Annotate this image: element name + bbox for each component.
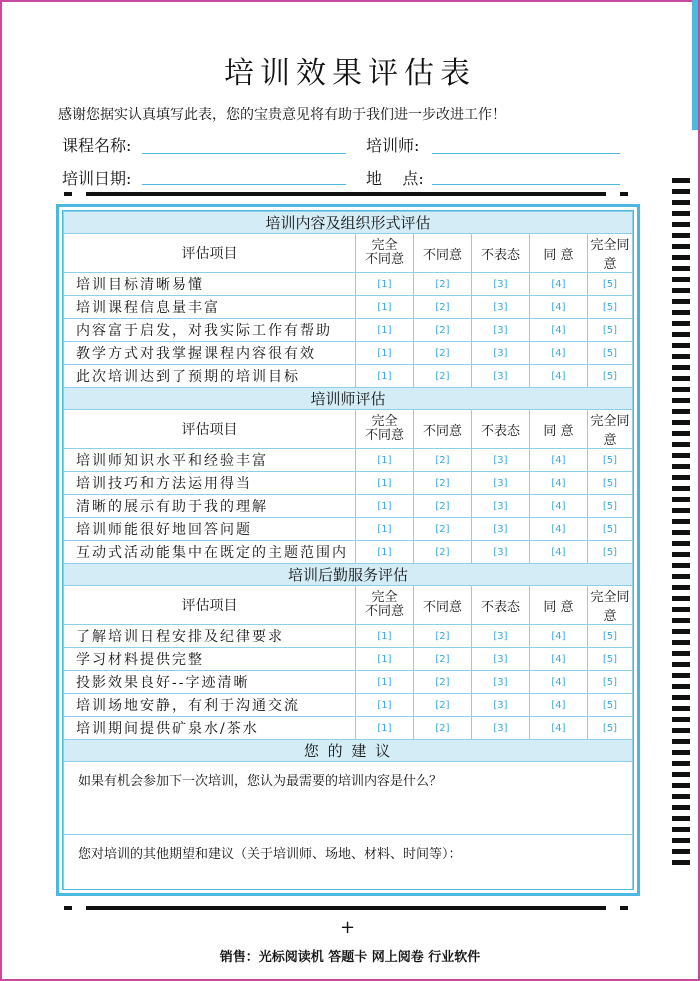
option-4-checkbox[interactable]: [4] [530,648,588,671]
timing-dash [672,277,690,282]
option-3-checkbox[interactable]: [3] [472,342,530,365]
table-row [64,319,633,342]
option-3-checkbox[interactable]: [3] [472,319,530,342]
timing-dash [672,244,690,249]
item-label: 培训课程信息量丰富 [64,296,356,319]
table-row [64,273,633,296]
option-1-checkbox[interactable]: [1] [356,472,414,495]
timing-dash [672,860,690,865]
header-c5: 完全同意 [588,234,633,273]
option-4-checkbox[interactable]: [4] [530,625,588,648]
header-item: 评估项目 [64,410,356,449]
header-c1b: 不同意 [364,604,404,619]
option-3-checkbox[interactable]: [3] [472,495,530,518]
timing-dash [672,486,690,491]
header-strongly-disagree [356,410,414,449]
timing-dash [672,849,690,854]
timing-dash [672,508,690,513]
option-3-checkbox[interactable]: [3] [472,717,530,740]
item-label: 学习材料提供完整 [64,648,356,671]
section-title: 培训后勤服务评估 [64,564,633,586]
registration-mark: + [340,917,356,938]
item-label: 投影效果良好--字迹清晰 [64,671,356,694]
option-3-checkbox[interactable]: [3] [472,472,530,495]
header-c1a: 完全 [371,590,398,605]
option-1-checkbox[interactable]: [1] [356,365,414,388]
option-3-checkbox[interactable]: [3] [472,648,530,671]
table-row [64,694,633,717]
timing-dash [672,552,690,557]
footer-text: 销售：光标阅读机 答题卡 网上阅卷 行业软件 [219,950,481,965]
suggestions-title: 您 的 建 议 [64,740,633,762]
section-title: 培训内容及组织形式评估 [64,212,633,234]
timing-dash [672,717,690,722]
timing-dash [672,519,690,524]
table-row [64,648,633,671]
timing-dash [672,585,690,590]
timing-track [672,178,690,871]
option-5-checkbox[interactable]: [5] [588,472,633,495]
timing-dash [672,684,690,689]
option-4-checkbox[interactable]: [4] [530,495,588,518]
timing-dash [672,772,690,777]
header-strongly-disagree [356,586,414,625]
location-label: 地 点: [366,169,424,188]
timing-mark [64,192,72,196]
timing-dash [672,321,690,326]
timing-dash [672,497,690,502]
option-1-checkbox[interactable]: [1] [356,296,414,319]
timing-dash [672,420,690,425]
timing-dash [672,332,690,337]
option-1-checkbox[interactable]: [1] [356,541,414,564]
column-header-row [64,410,633,449]
timing-dash [672,629,690,634]
evaluation-box [56,204,640,896]
course-name-field[interactable] [142,153,346,154]
timing-dash [672,453,690,458]
table-row [64,541,633,564]
suggestion-q1-row [64,762,633,835]
option-5-checkbox[interactable]: [5] [588,449,633,472]
date-field[interactable] [142,184,346,185]
option-5-checkbox[interactable]: [5] [588,319,633,342]
item-label: 培训期间提供矿泉水/茶水 [64,717,356,740]
option-5-checkbox[interactable]: [5] [588,518,633,541]
table-row [64,495,633,518]
evaluation-table [63,211,633,890]
timing-dash [672,354,690,359]
option-5-checkbox[interactable]: [5] [588,625,633,648]
option-5-checkbox[interactable]: [5] [588,541,633,564]
timing-bar [86,192,606,196]
option-2-checkbox[interactable]: [2] [414,472,472,495]
option-4-checkbox[interactable]: [4] [530,541,588,564]
timing-dash [672,288,690,293]
option-1-checkbox[interactable]: [1] [356,319,414,342]
header-c1a: 完全 [371,238,398,253]
option-5-checkbox[interactable]: [5] [588,273,633,296]
timing-mark [620,192,628,196]
option-2-checkbox[interactable]: [2] [414,273,472,296]
item-label: 培训技巧和方法运用得当 [64,472,356,495]
intro-text: 感谢您据实认真填写此表，您的宝贵意见将有助于我们进一步改进工作！ [58,107,506,123]
option-4-checkbox[interactable]: [4] [530,319,588,342]
option-3-checkbox[interactable]: [3] [472,365,530,388]
timing-dash [672,255,690,260]
date-label: 培训日期: [62,169,132,188]
option-4-checkbox[interactable]: [4] [530,273,588,296]
option-1-checkbox[interactable]: [1] [356,694,414,717]
timing-dash [672,618,690,623]
option-1-checkbox[interactable]: [1] [356,518,414,541]
timing-dash [672,607,690,612]
option-4-checkbox[interactable]: [4] [530,518,588,541]
item-label: 培训场地安静，有利于沟通交流 [64,694,356,717]
table-row [64,449,633,472]
timing-dash [672,805,690,810]
item-label: 互动式活动能集中在既定的主题范围内 [64,541,356,564]
section-header-row [64,212,633,234]
item-label: 内容富于启发，对我实际工作有帮助 [64,319,356,342]
timing-mark [64,906,72,910]
option-3-checkbox[interactable]: [3] [472,273,530,296]
option-4-checkbox[interactable]: [4] [530,365,588,388]
location-field[interactable] [432,184,620,185]
header-c5: 完全同意 [588,410,633,449]
option-1-checkbox[interactable]: [1] [356,495,414,518]
timing-dash [672,189,690,194]
option-5-checkbox[interactable]: [5] [588,648,633,671]
timing-dash [672,310,690,315]
table-row [64,365,633,388]
option-3-checkbox[interactable]: [3] [472,518,530,541]
timing-dash [672,673,690,678]
option-1-checkbox[interactable]: [1] [356,648,414,671]
table-row [64,671,633,694]
option-2-checkbox[interactable]: [2] [414,518,472,541]
option-2-checkbox[interactable]: [2] [414,296,472,319]
header-c1b: 不同意 [364,428,404,443]
option-1-checkbox[interactable]: [1] [356,671,414,694]
option-1-checkbox[interactable]: [1] [356,717,414,740]
header-c1b: 不同意 [364,252,404,267]
option-2-checkbox[interactable]: [2] [414,694,472,717]
section-header-row [64,388,633,410]
timing-dash [672,761,690,766]
timing-dash [672,178,690,183]
item-label: 培训师知识水平和经验丰富 [64,449,356,472]
column-header-row [64,234,633,273]
section-header-row [64,564,633,586]
option-4-checkbox[interactable]: [4] [530,717,588,740]
item-label: 清晰的展示有助于我的理解 [64,495,356,518]
trainer-field[interactable] [432,153,620,154]
timing-dash [672,200,690,205]
timing-dash [672,233,690,238]
table-row [64,342,633,365]
option-5-checkbox[interactable]: [5] [588,717,633,740]
header-c3: 不表态 [472,586,530,625]
timing-dash [672,783,690,788]
timing-dash [672,222,690,227]
timing-dash [672,398,690,403]
timing-mark [620,906,628,910]
timing-dash [672,596,690,601]
option-4-checkbox[interactable]: [4] [530,449,588,472]
timing-dash [672,816,690,821]
timing-dash [672,442,690,447]
timing-dash [672,299,690,304]
section-title: 培训师评估 [64,388,633,410]
timing-dash [672,376,690,381]
option-2-checkbox[interactable]: [2] [414,342,472,365]
option-1-checkbox[interactable]: [1] [356,342,414,365]
suggestion-q2-row [64,835,633,891]
header-c5: 完全同意 [588,586,633,625]
timing-dash [672,387,690,392]
table-row [64,717,633,740]
header-c2: 不同意 [414,410,472,449]
timing-dash [672,211,690,216]
option-2-checkbox[interactable]: [2] [414,365,472,388]
option-2-checkbox[interactable]: [2] [414,625,472,648]
header-c4: 同 意 [530,586,588,625]
timing-dash [672,343,690,348]
timing-bar [86,906,606,910]
option-4-checkbox[interactable]: [4] [530,694,588,717]
timing-dash [672,640,690,645]
section-header-row [64,740,633,762]
option-1-checkbox[interactable]: [1] [356,449,414,472]
option-2-checkbox[interactable]: [2] [414,495,472,518]
timing-dash [672,706,690,711]
form-title: 培训效果评估表 [224,56,476,91]
timing-dash [672,574,690,579]
header-c3: 不表态 [472,410,530,449]
timing-dash [672,662,690,667]
option-2-checkbox[interactable]: [2] [414,717,472,740]
option-2-checkbox[interactable]: [2] [414,319,472,342]
column-header-row [64,586,633,625]
option-4-checkbox[interactable]: [4] [530,472,588,495]
item-label: 了解培训日程安排及纪律要求 [64,625,356,648]
header-item: 评估项目 [64,586,356,625]
suggestion-q1[interactable]: 如果有机会参加下一次培训，您认为最需要的培训内容是什么？ [64,762,633,835]
option-3-checkbox[interactable]: [3] [472,625,530,648]
option-5-checkbox[interactable]: [5] [588,342,633,365]
suggestion-q2[interactable]: 您对培训的其他期望和建议（关于培训师、场地、材料、时间等）： [64,835,633,891]
header-c1a: 完全 [371,414,398,429]
item-label: 此次培训达到了预期的培训目标 [64,365,356,388]
table-row [64,472,633,495]
option-3-checkbox[interactable]: [3] [472,541,530,564]
header-strongly-disagree [356,234,414,273]
option-5-checkbox[interactable]: [5] [588,365,633,388]
option-4-checkbox[interactable]: [4] [530,342,588,365]
trainer-label: 培训师: [366,136,420,155]
timing-dash [672,838,690,843]
course-name-label: 课程名称: [62,136,132,155]
header-c2: 不同意 [414,586,472,625]
timing-dash [672,728,690,733]
timing-dash [672,695,690,700]
option-2-checkbox[interactable]: [2] [414,648,472,671]
option-5-checkbox[interactable]: [5] [588,296,633,319]
timing-dash [672,651,690,656]
timing-dash [672,530,690,535]
timing-dash [672,464,690,469]
table-row [64,518,633,541]
option-1-checkbox[interactable]: [1] [356,273,414,296]
option-2-checkbox[interactable]: [2] [414,541,472,564]
header-c4: 同 意 [530,234,588,273]
timing-dash [672,475,690,480]
timing-dash [672,794,690,799]
option-3-checkbox[interactable]: [3] [472,449,530,472]
header-c2: 不同意 [414,234,472,273]
timing-dash [672,750,690,755]
timing-dash [672,409,690,414]
timing-dash [672,365,690,370]
option-5-checkbox[interactable]: [5] [588,671,633,694]
header-c4: 同 意 [530,410,588,449]
option-5-checkbox[interactable]: [5] [588,694,633,717]
header-c3: 不表态 [472,234,530,273]
item-label: 教学方式对我掌握课程内容很有效 [64,342,356,365]
option-1-checkbox[interactable]: [1] [356,625,414,648]
timing-dash [672,266,690,271]
timing-dash [672,739,690,744]
table-row [64,625,633,648]
option-4-checkbox[interactable]: [4] [530,671,588,694]
option-2-checkbox[interactable]: [2] [414,671,472,694]
option-3-checkbox[interactable]: [3] [472,671,530,694]
item-label: 培训目标清晰易懂 [64,273,356,296]
timing-dash [672,431,690,436]
option-2-checkbox[interactable]: [2] [414,449,472,472]
option-3-checkbox[interactable]: [3] [472,694,530,717]
option-5-checkbox[interactable]: [5] [588,495,633,518]
timing-dash [672,541,690,546]
timing-dash [672,827,690,832]
option-3-checkbox[interactable]: [3] [472,296,530,319]
item-label: 培训师能很好地回答问题 [64,518,356,541]
header-item: 评估项目 [64,234,356,273]
table-row [64,296,633,319]
option-4-checkbox[interactable]: [4] [530,296,588,319]
timing-dash [672,563,690,568]
